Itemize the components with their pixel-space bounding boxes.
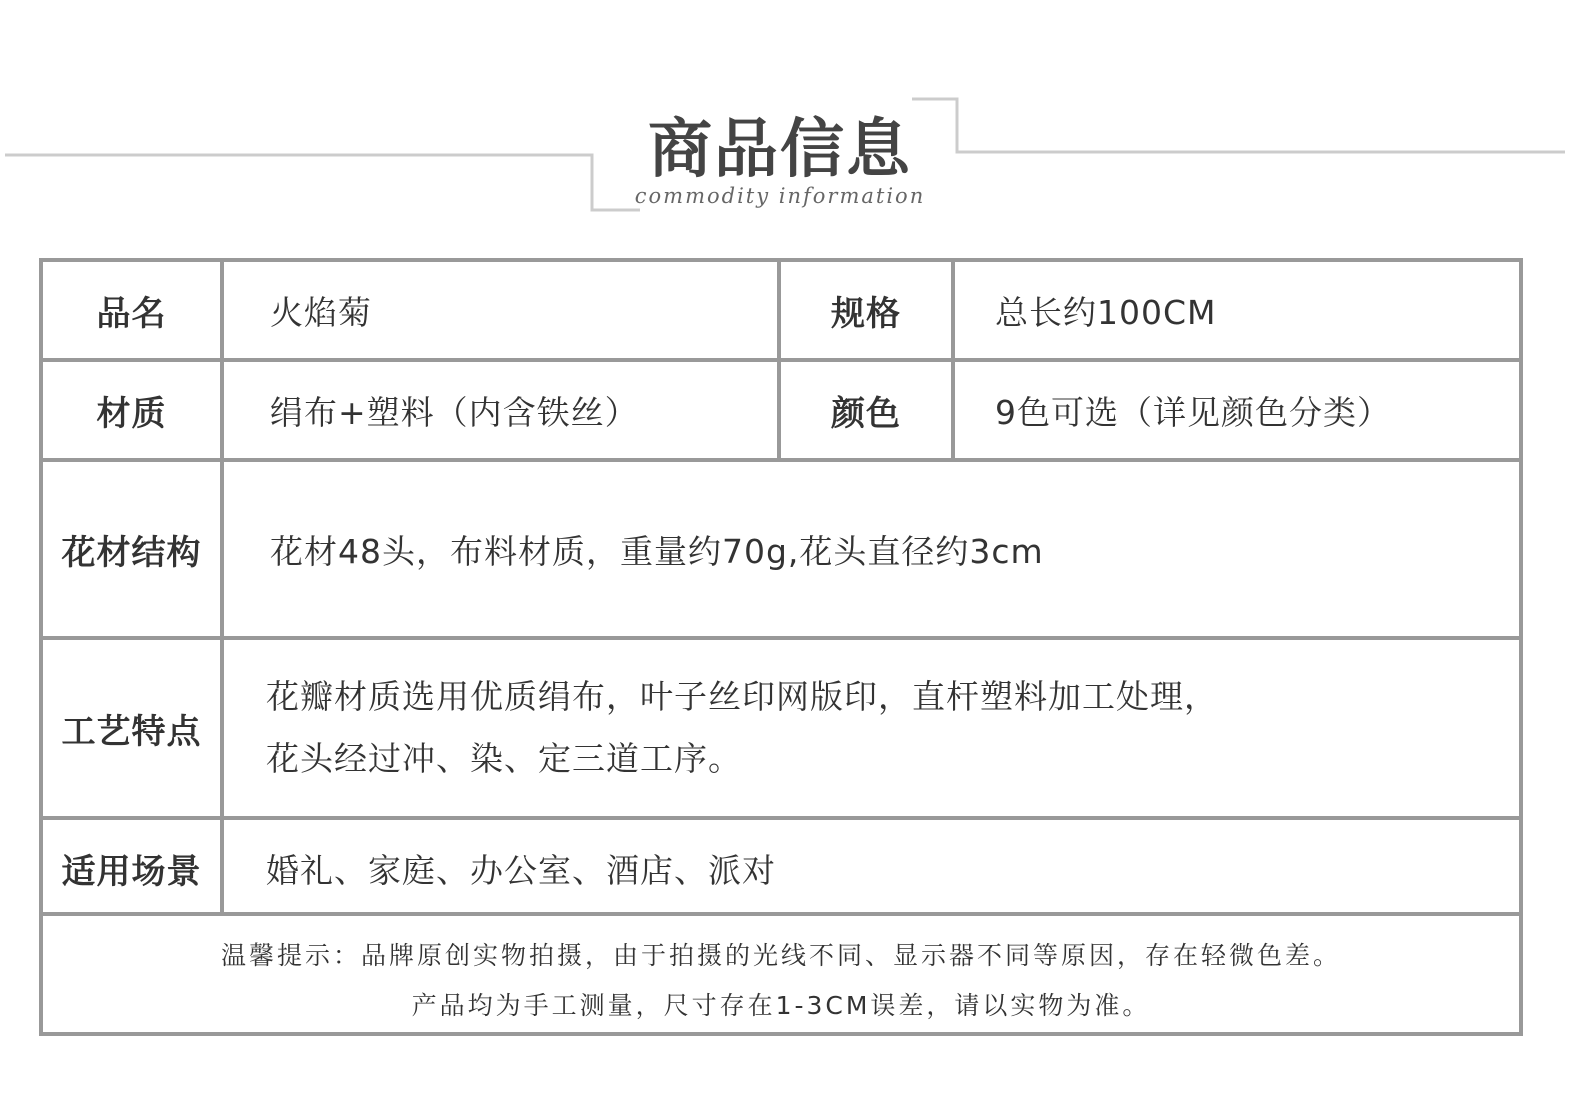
notice-line-2: 产品均为手工测量，尺寸存在1-3CM误差，请以实物为准。 [411,991,1151,1020]
spec-row-craft [43,636,1519,816]
name-value: 火焰菊 [220,262,777,358]
craft-line-2: 花头经过冲、染、定三道工序。 [266,739,742,778]
usage-label: 适用场景 [61,851,202,892]
usage-value: 婚礼、家庭、办公室、酒店、派对 [220,820,1519,916]
material-label: 材质 [96,393,167,434]
size-value: 总长约100CM [951,262,1519,358]
spec-table [39,258,1523,1036]
spec-row-name-size [43,262,1519,358]
structure-label: 花材结构 [61,532,202,573]
notice-line-1: 温馨提示：品牌原创实物拍摄，由于拍摄的光线不同、显示器不同等原因，存在轻微色差。 [220,941,1341,970]
name-label: 品名 [96,293,167,334]
spec-row-material-color [43,358,1519,458]
craft-value [220,640,1519,816]
color-value: 9色可选（详见颜色分类） [951,362,1519,458]
size-label: 规格 [777,262,951,358]
craft-label: 工艺特点 [61,711,202,752]
craft-line-1: 花瓣材质选用优质绢布，叶子丝印网版印，直杆塑料加工处理， [266,677,1218,716]
spec-row-structure [43,458,1519,636]
color-label: 颜色 [777,362,951,458]
spec-row-usage [43,816,1519,916]
page-subtitle: commodity information [634,184,926,208]
structure-value: 花材48头，布料材质，重量约70g,花头直径约3cm [220,462,1519,636]
material-value: 绢布+塑料（内含铁丝） [220,362,777,458]
page-title: 商品信息 [648,113,912,187]
